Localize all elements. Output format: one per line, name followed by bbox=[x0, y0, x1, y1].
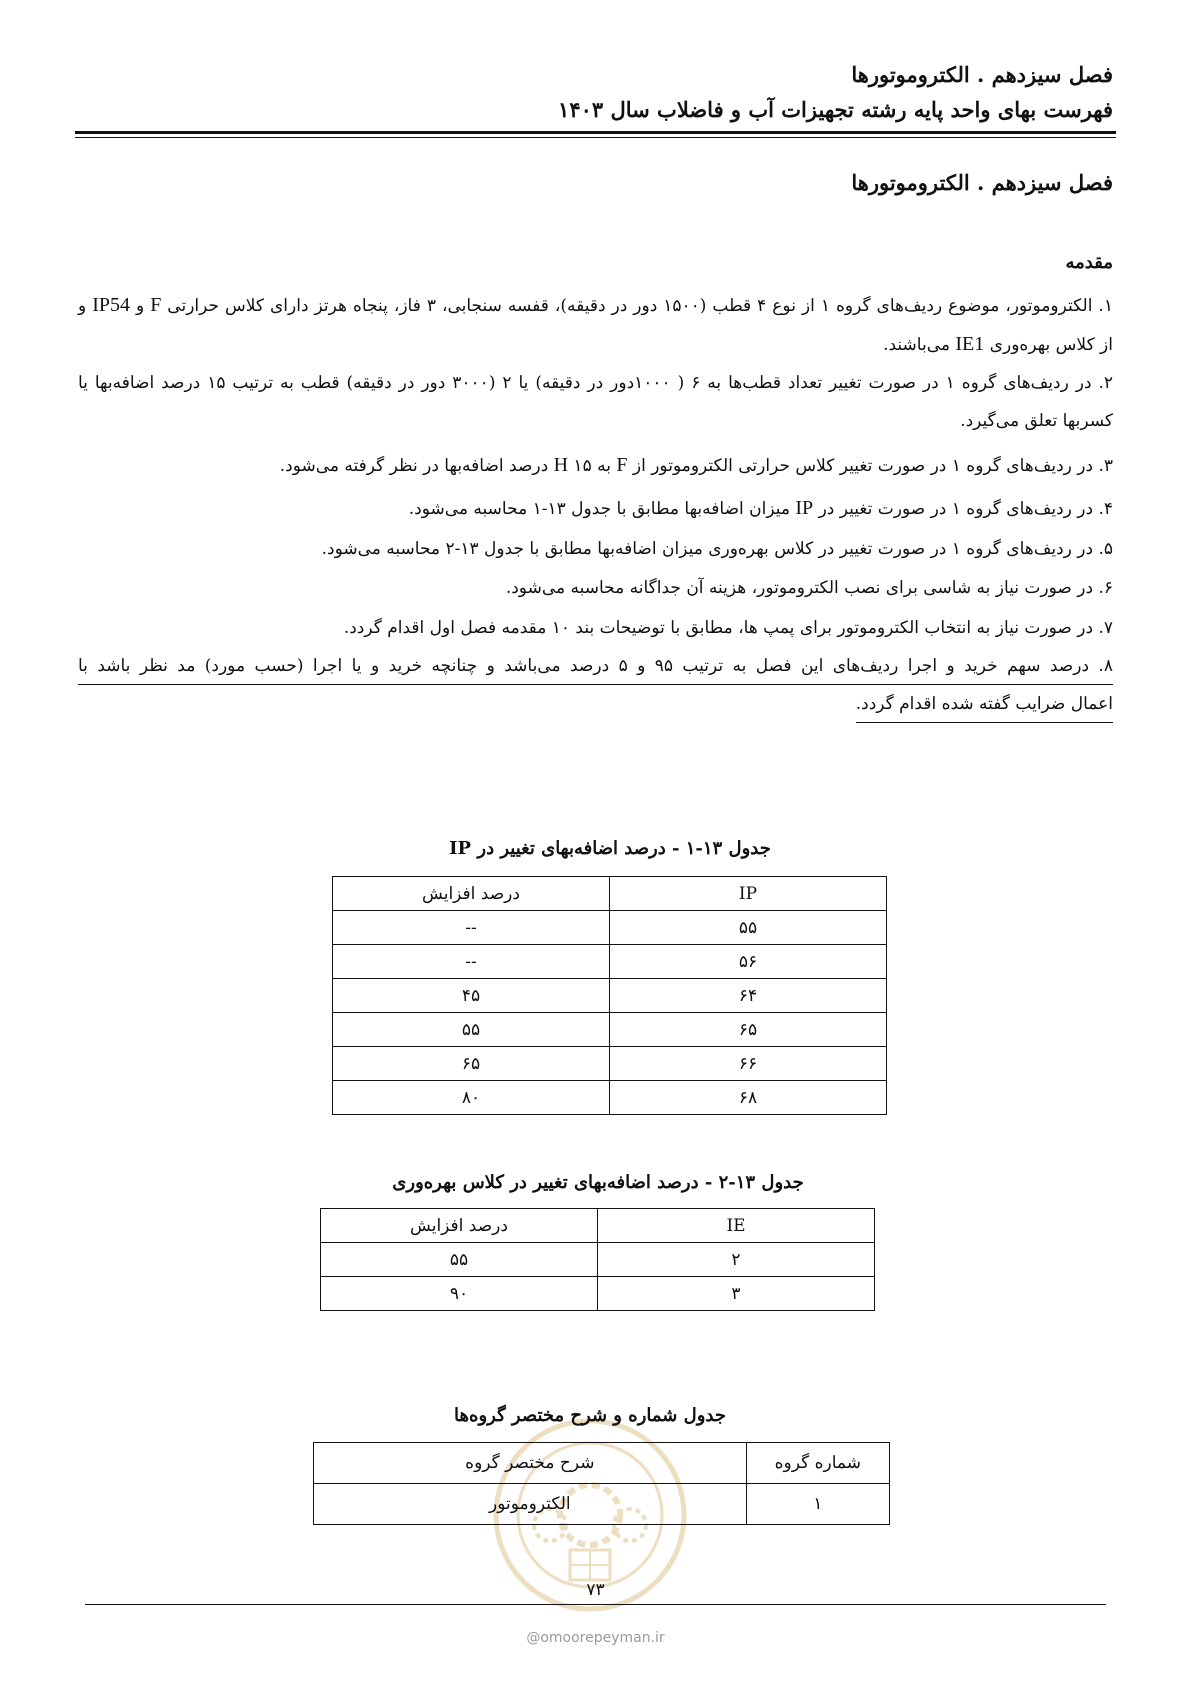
intro-paragraph-6: ۶. در صورت نیاز به شاسی برای نصب الکتروموتور، هزینه آن جداگانه محاسبه می‌شود. bbox=[505, 578, 1113, 598]
intro-paragraph-5: ۵. در ردیف‌های گروه ۱ در صورت تغییر در کلاس بهره‌وری میزان اضافه‌بها مطابق با جدول ۱۳-۲ محاسبه می‌شود. bbox=[321, 539, 1113, 559]
intro-paragraph-4: ۴. در ردیف‌های گروه ۱ در صورت تغییر در IP میزان اضافه‌بها مطابق با جدول ۱۳-۱ محاسبه می‌شود. bbox=[408, 497, 1113, 519]
table-header-row bbox=[314, 1443, 890, 1484]
table-cell: ۶۴ bbox=[610, 979, 887, 1013]
table-cell: الکتروموتور bbox=[314, 1484, 747, 1525]
table-cell: ۸۰ bbox=[333, 1081, 610, 1115]
intro-paragraph-8-line-2: اعمال ضرایب گفته شده اقدام گردد. bbox=[856, 685, 1113, 723]
table-cell: ۶۸ bbox=[610, 1081, 887, 1115]
table-header-cell: IE bbox=[598, 1209, 875, 1243]
header-rule-thin bbox=[75, 137, 1116, 138]
running-header-price-list: فهرست بهای واحد پایه رشته تجهیزات آب و فاضلاب سال ۱۴۰۳ bbox=[558, 97, 1113, 122]
table-cell: ۵۶ bbox=[610, 945, 887, 979]
table-row bbox=[333, 1047, 887, 1081]
table-row bbox=[333, 911, 887, 945]
intro-paragraph-3: ۳. در ردیف‌های گروه ۱ در صورت تغییر کلاس حرارتی الکتروموتور از F به H ۱۵ درصد اضافه‌بها در نظر گرفته می‌شود. bbox=[279, 454, 1113, 476]
table-header-cell: درصد افزایش bbox=[321, 1209, 598, 1243]
header-rule-thick bbox=[75, 131, 1116, 134]
footer-rule bbox=[85, 1604, 1106, 1605]
table-cell: ۵۵ bbox=[321, 1243, 598, 1277]
table-cell: ۴۵ bbox=[333, 979, 610, 1013]
table-row bbox=[333, 1081, 887, 1115]
table-header-cell: درصد افزایش bbox=[333, 877, 610, 911]
intro-paragraph-1: ۱. الکتروموتور، موضوع ردیف‌های گروه ۱ از نوع ۴ قطب (۱۵۰۰ دور در دقیقه)، قفسه سنجابی، ۳ فاز، پنجاه هرتز دارای کلاس حرارتی F و IP54 و از کلاس بهره‌وری IE1 می‌باشند. bbox=[78, 294, 1113, 355]
table-cell: ۶۵ bbox=[610, 1013, 887, 1047]
table-cell: ۵۵ bbox=[610, 911, 887, 945]
efficiency-surcharge-table bbox=[320, 1208, 875, 1311]
intro-paragraph-8 bbox=[78, 647, 1113, 723]
chapter-title: فصل سیزدهم . الکتروموتورها bbox=[851, 170, 1113, 195]
intro-heading: مقدمه bbox=[1065, 252, 1113, 273]
intro-paragraph-8-line-1: ۸. درصد سهم خرید و اجرا ردیف‌های این فصل به ترتیب ۹۵ و ۵ درصد می‌باشد و چنانچه خرید و یا اجرا (حسب مورد) مد نظر باشد با bbox=[78, 647, 1113, 685]
table-cell: -- bbox=[333, 911, 610, 945]
table-row bbox=[314, 1484, 890, 1525]
table-cell: ۶۵ bbox=[333, 1047, 610, 1081]
table-row bbox=[321, 1277, 875, 1311]
table-header-cell: شرح مختصر گروه bbox=[314, 1443, 747, 1484]
watermark-url: @omoorepeyman.ir bbox=[526, 1630, 665, 1646]
table-3-caption: جدول شماره و شرح مختصر گروه‌ها bbox=[454, 1405, 726, 1426]
table-cell: ۲ bbox=[598, 1243, 875, 1277]
page-number: ۷۳ bbox=[586, 1580, 605, 1600]
table-row bbox=[333, 945, 887, 979]
table-row bbox=[321, 1243, 875, 1277]
running-header-chapter: فصل سیزدهم . الکتروموتورها bbox=[851, 62, 1113, 87]
table-cell: ۵۵ bbox=[333, 1013, 610, 1047]
table-row bbox=[333, 979, 887, 1013]
table-1-caption: جدول ۱۳-۱ - درصد اضافه‌بهای تغییر در IP bbox=[449, 838, 771, 859]
table-cell: ۱ bbox=[746, 1484, 889, 1525]
table-cell: -- bbox=[333, 945, 610, 979]
table-header-cell: شماره گروه bbox=[746, 1443, 889, 1484]
table-cell: ۶۶ bbox=[610, 1047, 887, 1081]
table-header-row bbox=[333, 877, 887, 911]
table-cell: ۹۰ bbox=[321, 1277, 598, 1311]
intro-paragraph-2: ۲. در ردیف‌های گروه ۱ در صورت تغییر تعداد قطب‌ها به ۶ ( ۱۰۰۰دور در دقیقه) یا ۲ (۳۰۰۰ دور در دقیقه) قطب به ترتیب ۱۵ درصد اضافه‌بها یا کسربها تعلق می‌گیرد. bbox=[78, 373, 1114, 431]
table-row bbox=[333, 1013, 887, 1047]
groups-table bbox=[313, 1442, 890, 1525]
table-cell: ۳ bbox=[598, 1277, 875, 1311]
table-2-caption: جدول ۱۳-۲ - درصد اضافه‌بهای تغییر در کلاس بهره‌وری bbox=[392, 1172, 804, 1193]
table-header-row bbox=[321, 1209, 875, 1243]
table-header-cell: IP bbox=[610, 877, 887, 911]
ip-surcharge-table bbox=[332, 876, 887, 1115]
intro-paragraph-7: ۷. در صورت نیاز به انتخاب الکتروموتور برای پمپ ها، مطابق با توضیحات بند ۱۰ مقدمه فصل اول اقدام گردد. bbox=[343, 618, 1113, 638]
